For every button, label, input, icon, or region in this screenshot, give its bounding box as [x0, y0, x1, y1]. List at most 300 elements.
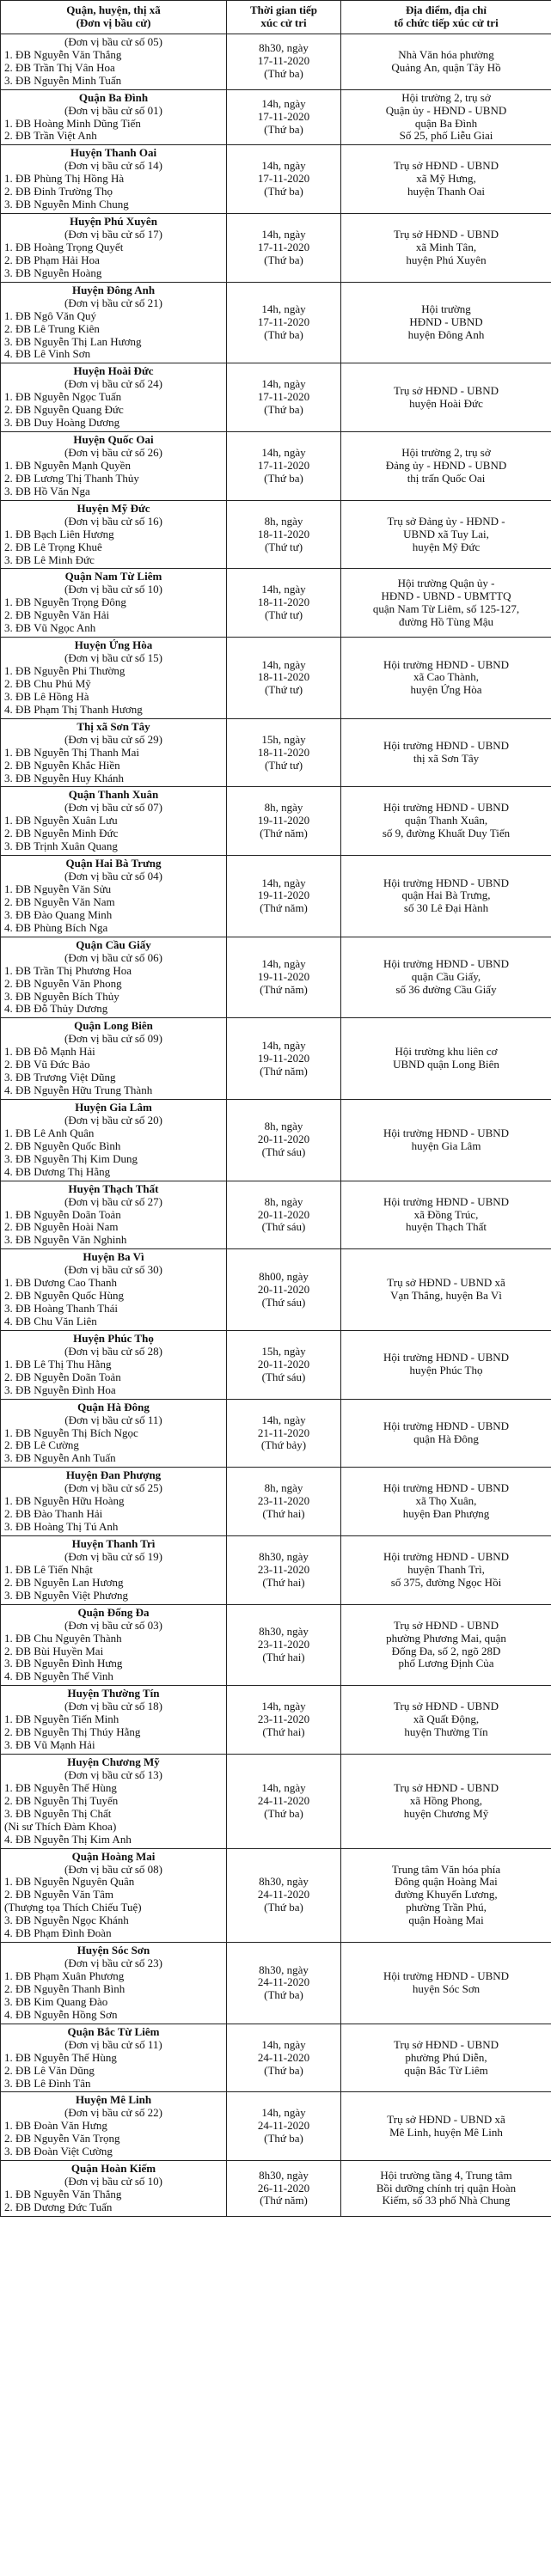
- meeting-time-line: 18-11-2020: [257, 745, 310, 759]
- meeting-time-line: 17-11-2020: [257, 110, 310, 124]
- delegate-name: 3. ĐB Nguyễn Bích Thủy: [4, 990, 119, 1003]
- header-place-line2: tổ chức tiếp xúc cử tri: [394, 15, 499, 29]
- district-name: Thị xã Sơn Tây: [77, 719, 150, 733]
- delegate-name: 3. ĐB Đoàn Việt Cường: [4, 2146, 113, 2158]
- district-name: Huyện Đông Anh: [71, 283, 156, 296]
- meeting-time-line: 8h30, ngày: [259, 1625, 309, 1639]
- electoral-unit: (Đơn vị bầu cử số 25): [64, 1481, 162, 1495]
- electoral-unit: (Đơn vị bầu cử số 07): [64, 801, 162, 815]
- electoral-unit: (Đơn vị bầu cử số 05): [64, 34, 162, 48]
- delegate-name: 3. ĐB Kim Quang Đào: [4, 1995, 108, 2008]
- electoral-unit: (Đơn vị bầu cử số 01): [64, 103, 162, 117]
- delegate-name: 2. ĐB Dương Đức Tuấn: [4, 2201, 113, 2213]
- meeting-time-cell: [227, 34, 341, 89]
- meeting-time-line: 17-11-2020: [257, 458, 310, 472]
- meeting-time-line: (Thứ tư): [264, 540, 303, 553]
- meeting-time-line: 17-11-2020: [257, 390, 310, 404]
- delegate-name: 1. ĐB Phùng Thị Hồng Hà: [4, 173, 125, 186]
- meeting-place-line: Trung tâm Văn hóa phía: [391, 1862, 501, 1876]
- meeting-time-cell: [227, 1249, 341, 1331]
- table-row: [1, 1755, 551, 1849]
- delegate-name: 4. ĐB Nguyễn Thế Vinh: [4, 1670, 113, 1683]
- delegate-name: 2. ĐB Nguyễn Văn Phong: [4, 977, 122, 990]
- table-row: [1, 638, 551, 719]
- electoral-unit: (Đơn vị bầu cử số 18): [64, 1700, 162, 1713]
- meeting-time-line: 8h00, ngày: [259, 1269, 309, 1283]
- meeting-time-line: 23-11-2020: [257, 1638, 310, 1651]
- district-name: Huyện Thường Tín: [67, 1687, 160, 1700]
- district-cell: [1, 1399, 227, 1468]
- delegate-name: 3. ĐB Hoàng Thị Tú Anh: [4, 1521, 119, 1534]
- meeting-time-cell: [227, 1330, 341, 1399]
- delegate-name: 4. ĐB Phạm Thị Thanh Hương: [4, 703, 143, 716]
- meeting-place-cell: [341, 145, 551, 214]
- district-name: Huyện Quốc Oai: [73, 433, 154, 447]
- meeting-place-line: Vạn Thắng, huyện Ba Vì: [390, 1289, 502, 1303]
- meeting-time-cell: [227, 1018, 341, 1100]
- delegate-name: 1. ĐB Lê Tiến Nhật: [4, 1563, 93, 1576]
- electoral-unit: (Đơn vị bầu cử số 08): [64, 1862, 162, 1876]
- district-cell: [1, 718, 227, 787]
- meeting-place-cell: [341, 937, 551, 1018]
- meeting-place-cell: [341, 89, 551, 145]
- district-name: Quận Hoàng Mai: [71, 1849, 156, 1863]
- electoral-unit: (Đơn vị bầu cử số 04): [64, 870, 162, 883]
- meeting-time-line: (Thứ hai): [262, 1507, 305, 1521]
- district-cell: [1, 1604, 227, 1686]
- delegate-name: 2. ĐB Lê Trung Kiên: [4, 322, 100, 335]
- delegate-name: 3. ĐB Nguyễn Hoàng: [4, 266, 102, 279]
- district-cell: [1, 1018, 227, 1100]
- district-cell: [1, 2092, 227, 2161]
- delegate-name: 1. ĐB Lê Thị Thu Hằng: [4, 1358, 112, 1370]
- delegate-name: 4. ĐB Nguyễn Hồng Sơn: [4, 2008, 118, 2021]
- table-row: [1, 89, 551, 145]
- meeting-time-line: (Thứ ba): [264, 328, 303, 342]
- meeting-place-cell: [341, 363, 551, 432]
- district-cell: [1, 34, 227, 89]
- meeting-place-line: huyện Đông Anh: [407, 328, 485, 342]
- meeting-place-line: Hội trường Quận ủy -: [397, 576, 495, 589]
- delegate-name: 1. ĐB Nguyễn Trọng Đông: [4, 596, 126, 609]
- district-name: Huyện Ba Vì: [83, 1250, 144, 1264]
- table-row: [1, 1018, 551, 1100]
- meeting-time-cell: [227, 1686, 341, 1755]
- meeting-time-line: 8h30, ngày: [259, 2168, 309, 2182]
- meeting-time-cell: [227, 214, 341, 283]
- delegate-name: 1. ĐB Bạch Liên Hương: [4, 528, 114, 540]
- delegate-name: 1. ĐB Lê Anh Quân: [4, 1126, 95, 1139]
- meeting-place-line: Đảng ủy - HĐND - UBND: [385, 458, 507, 472]
- table-row: [1, 1943, 551, 2024]
- table-row: [1, 718, 551, 787]
- delegate-name: 2. ĐB Nguyễn Minh Đức: [4, 827, 119, 840]
- meeting-place-line: huyện Phú Xuyên: [406, 253, 487, 266]
- district-cell: [1, 1536, 227, 1605]
- delegate-name: 1. ĐB Hoàng Minh Dũng Tiến: [4, 117, 141, 130]
- meeting-place-cell: [341, 2024, 551, 2092]
- meeting-time-cell: [227, 2161, 341, 2217]
- district-cell: [1, 145, 227, 214]
- district-cell: [1, 89, 227, 145]
- delegate-name: 2. ĐB Lê Trọng Khuê: [4, 540, 102, 553]
- meeting-time-cell: [227, 638, 341, 719]
- meeting-place-line: Mê Linh, huyện Mê Linh: [389, 2125, 503, 2139]
- electoral-unit: (Đơn vị bầu cử số 28): [64, 1344, 162, 1358]
- meeting-place-line: huyện Thanh Trì,: [407, 1562, 485, 1576]
- meeting-time-line: 23-11-2020: [257, 1712, 310, 1726]
- delegate-name: (Ni sư Thích Đàm Khoa): [4, 1820, 117, 1833]
- delegate-name: 1. ĐB Nguyễn Tiến Minh: [4, 1713, 119, 1726]
- delegate-name: 3. ĐB Nguyễn Anh Tuấn: [4, 1452, 116, 1465]
- delegate-name: 2. ĐB Đào Thanh Hải: [4, 1508, 103, 1521]
- delegate-name: 3. ĐB Nguyễn Thị Chất: [4, 1807, 112, 1820]
- delegate-name: 1. ĐB Nguyễn Phi Thường: [4, 665, 126, 677]
- meeting-time-cell: [227, 363, 341, 432]
- meeting-time-line: (Thứ năm): [260, 2194, 308, 2207]
- table-row: [1, 2161, 551, 2217]
- meeting-time-cell: [227, 282, 341, 363]
- district-cell: [1, 363, 227, 432]
- delegate-name: 2. ĐB Vũ Đức Bảo: [4, 1059, 90, 1071]
- district-cell: [1, 282, 227, 363]
- meeting-place-line: Hội trường HĐND - UBND: [383, 1549, 510, 1563]
- table-row: [1, 432, 551, 501]
- meeting-time-line: (Thứ năm): [260, 983, 308, 997]
- delegate-name: 4. ĐB Nguyễn Thị Kim Anh: [4, 1833, 132, 1846]
- delegate-name: 1. ĐB Nguyễn Thế Hùng: [4, 1781, 117, 1794]
- delegate-name: 1. ĐB Nguyễn Thị Bích Ngọc: [4, 1426, 138, 1439]
- meeting-time-line: (Thứ sáu): [261, 1295, 306, 1309]
- district-cell: [1, 1848, 227, 1943]
- electoral-unit: (Đơn vị bầu cử số 19): [64, 1549, 162, 1563]
- delegate-name: 2. ĐB Nguyễn Khắc Hiền: [4, 759, 120, 772]
- meeting-time-line: 8h, ngày: [264, 1120, 303, 1133]
- delegate-name: 3. ĐB Nguyễn Ngọc Khánh: [4, 1914, 129, 1927]
- meeting-place-line: quận Hai Bà Trưng,: [401, 888, 491, 902]
- meeting-place-line: Hội trường HĐND - UBND: [383, 1194, 510, 1208]
- table-row: [1, 214, 551, 283]
- meeting-place-line: xã Quất Động,: [413, 1712, 480, 1726]
- meeting-place-cell: [341, 2161, 551, 2217]
- meeting-place-cell: [341, 1686, 551, 1755]
- meeting-place-line: Hội trường 2, trụ sở: [401, 446, 491, 459]
- meeting-time-line: 18-11-2020: [257, 670, 310, 684]
- district-name: Huyện Gia Lâm: [75, 1101, 152, 1114]
- meeting-time-cell: [227, 787, 341, 856]
- meeting-place-cell: [341, 214, 551, 283]
- district-name: Quận Hà Đông: [77, 1400, 150, 1413]
- meeting-place-cell: [341, 1181, 551, 1249]
- meeting-place-line: quận Nam Từ Liêm, số 125-127,: [372, 601, 520, 615]
- meeting-time-line: 8h30, ngày: [259, 1549, 309, 1563]
- meeting-time-line: (Thứ tư): [264, 608, 303, 622]
- delegate-name: 4. ĐB Chu Văn Liên: [4, 1315, 97, 1328]
- meeting-place-line: huyện Gia Lâm: [411, 1138, 481, 1152]
- meeting-time-cell: [227, 1755, 341, 1849]
- meeting-place-line: huyện Ứng Hòa: [410, 683, 482, 697]
- electoral-unit: (Đơn vị bầu cử số 21): [64, 296, 162, 309]
- delegate-name: 1. ĐB Nguyễn Hữu Hoàng: [4, 1495, 125, 1508]
- meeting-time-line: (Thứ ba): [264, 2063, 303, 2077]
- meeting-time-line: 8h30, ngày: [259, 1963, 309, 1976]
- meeting-place-line: Hội trường HĐND - UBND: [383, 1969, 510, 1982]
- meeting-place-line: Trụ sở HĐND - UBND: [394, 159, 499, 173]
- meeting-place-line: phố Lương Định Của: [398, 1657, 494, 1670]
- header-district-title: Quận, huyện, thị xã: [66, 3, 161, 16]
- meeting-time-cell: [227, 1848, 341, 1943]
- header-time-line1: Thời gian tiếp: [250, 3, 317, 16]
- district-name: Quận Hai Bà Trưng: [65, 857, 162, 870]
- district-name: Quận Nam Từ Liêm: [64, 570, 162, 583]
- delegate-name: 1. ĐB Ngô Văn Quý: [4, 309, 97, 322]
- delegate-name: 1. ĐB Nguyễn Văn Thắng: [4, 2188, 122, 2201]
- table-row: [1, 500, 551, 569]
- delegate-name: 3. ĐB Vũ Ngọc Anh: [4, 622, 96, 635]
- meeting-place-line: quận Hà Đông: [413, 1431, 479, 1445]
- meeting-place-cell: [341, 1249, 551, 1331]
- district-cell: [1, 1468, 227, 1536]
- meeting-place-line: huyện Hoài Đức: [409, 396, 483, 410]
- meeting-place-cell: [341, 1018, 551, 1100]
- header-district: [1, 1, 227, 34]
- electoral-unit: (Đơn vị bầu cử số 24): [64, 377, 162, 391]
- meeting-place-cell: [341, 34, 551, 89]
- meeting-time-cell: [227, 145, 341, 214]
- delegate-name: 1. ĐB Nguyễn Thị Thanh Mai: [4, 746, 139, 759]
- meeting-time-cell: [227, 718, 341, 787]
- delegate-name: 3. ĐB Nguyễn Việt Phương: [4, 1589, 128, 1602]
- meeting-time-line: 8h, ngày: [264, 514, 303, 528]
- meeting-place-line: Hội trường HĐND - UBND: [383, 1351, 510, 1364]
- delegate-name: 1. ĐB Nguyễn Mạnh Quyền: [4, 459, 131, 472]
- delegate-name: 1. ĐB Nguyễn Văn Sửu: [4, 883, 112, 895]
- electoral-unit: (Đơn vị bầu cử số 09): [64, 1032, 162, 1046]
- meeting-place-line: quận Ba Đình: [414, 116, 478, 130]
- meeting-time-cell: [227, 89, 341, 145]
- meeting-time-line: 20-11-2020: [257, 1207, 310, 1221]
- meeting-time-cell: [227, 1181, 341, 1249]
- meeting-time-cell: [227, 432, 341, 501]
- meeting-time-cell: [227, 1604, 341, 1686]
- table-row: [1, 363, 551, 432]
- meeting-time-line: (Thứ tư): [264, 758, 303, 772]
- electoral-unit: (Đơn vị bầu cử số 22): [64, 2106, 162, 2120]
- meeting-place-line: Trụ sở HĐND - UBND: [394, 1618, 499, 1632]
- meeting-place-line: Trụ sở HĐND - UBND: [394, 383, 499, 397]
- meeting-time-line: (Thứ hai): [262, 1650, 305, 1663]
- delegate-name: 3. ĐB Nguyễn Thị Kim Dung: [4, 1152, 138, 1165]
- district-name: Huyện Hoài Đức: [73, 364, 154, 378]
- delegate-name: 1. ĐB Chu Nguyên Thành: [4, 1632, 122, 1645]
- meeting-place-cell: [341, 718, 551, 787]
- district-name: Quận Thanh Xuân: [68, 788, 159, 802]
- meeting-place-line: huyện Phúc Thọ: [409, 1364, 483, 1377]
- district-cell: [1, 1686, 227, 1755]
- electoral-unit: (Đơn vị bầu cử số 30): [64, 1263, 162, 1277]
- electoral-unit: (Đơn vị bầu cử số 11): [64, 2037, 162, 2051]
- meeting-place-line: số 9, đường Khuất Duy Tiến: [382, 827, 511, 840]
- delegate-name: 2. ĐB Đinh Trường Thọ: [4, 186, 113, 198]
- delegate-name: 2. ĐB Lê Văn Dũng: [4, 2064, 95, 2077]
- meeting-time-line: (Thứ ba): [264, 122, 303, 136]
- meeting-time-line: 14h, ngày: [261, 159, 306, 173]
- meeting-time-line: 14h, ngày: [261, 1413, 306, 1426]
- meeting-place-cell: [341, 1755, 551, 1849]
- header-time: [227, 1, 341, 34]
- electoral-unit: (Đơn vị bầu cử số 10): [64, 583, 162, 596]
- meeting-place-line: Trụ sở HĐND - UBND: [394, 228, 499, 241]
- meeting-time-line: (Thứ tư): [264, 683, 303, 697]
- meeting-place-line: phường Trần Phú,: [406, 1901, 487, 1914]
- district-cell: [1, 569, 227, 638]
- delegate-name: 3. ĐB Lê Đình Tân: [4, 2077, 91, 2090]
- electoral-unit: (Đơn vị bầu cử số 29): [64, 732, 162, 746]
- meeting-place-line: số 30 Lê Đại Hành: [403, 901, 489, 915]
- meeting-time-line: (Thứ ba): [264, 2132, 303, 2146]
- delegate-name: 3. ĐB Đào Quang Minh: [4, 908, 113, 921]
- header-place: [341, 1, 551, 34]
- meeting-time-line: (Thứ sáu): [261, 1145, 306, 1159]
- meeting-place-line: Hội trường HĐND - UBND: [383, 1419, 510, 1433]
- table-row: [1, 1686, 551, 1755]
- meeting-time-line: 17-11-2020: [257, 54, 310, 68]
- meeting-place-line: thị trấn Quốc Oai: [407, 471, 486, 485]
- delegate-name: 2. ĐB Nguyễn Quốc Bình: [4, 1139, 121, 1152]
- meeting-place-line: Hội trường HĐND - UBND: [383, 657, 510, 671]
- delegate-name: 1. ĐB Phạm Xuân Phương: [4, 1970, 125, 1982]
- meeting-time-line: (Thứ ba): [264, 253, 303, 266]
- meeting-place-line: Đông quận Hoàng Mai: [395, 1875, 498, 1889]
- meeting-time-line: (Thứ ba): [264, 1806, 303, 1820]
- meeting-time-line: 17-11-2020: [257, 240, 310, 253]
- meeting-time-line: 15h, ngày: [261, 1344, 306, 1358]
- meeting-time-cell: [227, 2092, 341, 2161]
- meeting-time-line: 14h, ngày: [261, 302, 306, 316]
- electoral-unit: (Đơn vị bầu cử số 15): [64, 651, 162, 665]
- meeting-place-line: Quảng An, quận Tây Hồ: [391, 60, 501, 74]
- delegate-name: 2. ĐB Trần Thị Vân Hoa: [4, 61, 115, 74]
- meeting-place-cell: [341, 1943, 551, 2024]
- delegate-name: 2. ĐB Nguyễn Doãn Toản: [4, 1370, 121, 1383]
- meeting-place-line: huyện Đan Phượng: [402, 1507, 490, 1521]
- delegate-name: 3. ĐB Lê Hồng Hà: [4, 690, 89, 703]
- table-row: [1, 1536, 551, 1605]
- meeting-time-line: (Thứ bảy): [260, 1438, 307, 1452]
- delegate-name: 1. ĐB Đoàn Văn Hưng: [4, 2120, 107, 2133]
- meeting-time-line: (Thứ năm): [260, 827, 308, 840]
- meeting-time-line: 14h, ngày: [261, 446, 306, 459]
- district-name: Huyện Mê Linh: [75, 2093, 152, 2107]
- delegate-name: 1. ĐB Nguyễn Thế Hùng: [4, 2051, 117, 2064]
- table-row: [1, 34, 551, 89]
- meeting-place-line: quận Hoàng Mai: [408, 1914, 484, 1927]
- meeting-place-line: HĐND - UBND: [409, 315, 483, 329]
- district-cell: [1, 214, 227, 283]
- meeting-place-line: Hội trường HĐND - UBND: [383, 957, 510, 971]
- district-cell: [1, 500, 227, 569]
- meeting-place-line: đường Hồ Tùng Mậu: [398, 614, 494, 628]
- meeting-time-line: 19-11-2020: [257, 970, 310, 984]
- meeting-place-cell: [341, 282, 551, 363]
- district-name: Huyện Mỹ Đức: [77, 501, 150, 515]
- meeting-time-line: (Thứ năm): [260, 1064, 308, 1077]
- meeting-place-line: huyện Mỹ Đức: [412, 540, 481, 553]
- table-row: [1, 1468, 551, 1536]
- delegate-name: 1. ĐB Nguyễn Xuân Lưu: [4, 815, 118, 827]
- meeting-place-line: đường Khuyến Lương,: [395, 1888, 498, 1901]
- delegate-name: 2. ĐB Trần Việt Anh: [4, 130, 97, 143]
- table-row: [1, 282, 551, 363]
- meeting-place-line: phường Phương Mai, quận: [386, 1631, 506, 1645]
- delegate-name: 3. ĐB Nguyễn Minh Chung: [4, 198, 129, 211]
- meeting-place-line: Bồi dưỡng chính trị quận Hoàn: [376, 2181, 517, 2194]
- delegate-name: 1. ĐB Nguyễn Nguyên Quân: [4, 1876, 135, 1889]
- delegate-name: 3. ĐB Lê Minh Đức: [4, 553, 95, 566]
- meeting-time-line: 23-11-2020: [257, 1494, 310, 1508]
- meeting-time-line: 14h, ngày: [261, 1780, 306, 1794]
- meeting-place-line: xã Thọ Xuân,: [415, 1494, 477, 1508]
- delegate-name: 2. ĐB Nguyễn Hoài Nam: [4, 1221, 119, 1234]
- district-name: Huyện Thạch Thất: [68, 1181, 159, 1195]
- meeting-time-line: 20-11-2020: [257, 1132, 310, 1146]
- meeting-time-line: (Thứ ba): [264, 471, 303, 485]
- meeting-place-line: Hội trường khu liên cơ: [395, 1045, 498, 1059]
- meeting-time-line: 19-11-2020: [257, 814, 310, 827]
- meeting-place-line: Đống Đa, số 2, ngõ 28D: [391, 1644, 501, 1657]
- district-name: Huyện Chương Mỹ: [67, 1755, 160, 1768]
- electoral-unit: (Đơn vị bầu cử số 11): [64, 1413, 162, 1426]
- delegate-name: 3. ĐB Trương Việt Dũng: [4, 1071, 116, 1084]
- header-time-line2: xúc cử tri: [260, 15, 307, 29]
- delegate-name: 2. ĐB Chu Phú Mỹ: [4, 677, 91, 690]
- delegate-name: 4. ĐB Dương Thị Hằng: [4, 1165, 111, 1178]
- meeting-place-cell: [341, 856, 551, 937]
- table-row: [1, 1330, 551, 1399]
- delegate-name: 3. ĐB Hoàng Thanh Thái: [4, 1303, 119, 1315]
- delegate-name: 3. ĐB Trịnh Xuân Quang: [4, 840, 118, 853]
- meeting-time-line: (Thứ ba): [264, 67, 303, 81]
- electoral-unit: (Đơn vị bầu cử số 10): [64, 2175, 162, 2188]
- delegate-name: 2. ĐB Nguyễn Quang Đức: [4, 404, 124, 417]
- meeting-place-line: Hội trường HĐND - UBND: [383, 801, 510, 815]
- delegate-name: 4. ĐB Nguyễn Hữu Trung Thành: [4, 1084, 153, 1097]
- delegate-name: 3. ĐB Nguyễn Thị Lan Hương: [4, 335, 142, 348]
- meeting-time-cell: [227, 569, 341, 638]
- meeting-place-line: số 375, đường Ngọc Hồi: [390, 1575, 502, 1589]
- district-name: Quận Cầu Giấy: [76, 937, 151, 951]
- meeting-time-cell: [227, 1468, 341, 1536]
- meeting-place-cell: [341, 2092, 551, 2161]
- meeting-time-line: 15h, ngày: [261, 732, 306, 746]
- delegate-name: 2. ĐB Nguyễn Thị Tuyến: [4, 1794, 119, 1807]
- meeting-place-line: huyện Thạch Thất: [405, 1220, 487, 1234]
- district-name: Huyện Đan Phượng: [65, 1468, 162, 1482]
- meeting-time-line: 14h, ngày: [261, 957, 306, 971]
- district-cell: [1, 2161, 227, 2217]
- district-cell: [1, 1100, 227, 1181]
- delegate-name: 4. ĐB Phùng Bích Nga: [4, 921, 108, 934]
- district-cell: [1, 432, 227, 501]
- meeting-time-cell: [227, 500, 341, 569]
- table-row: [1, 937, 551, 1018]
- meeting-time-line: (Thứ sáu): [261, 1370, 306, 1383]
- meeting-place-cell: [341, 638, 551, 719]
- table-row: [1, 2092, 551, 2161]
- meeting-time-line: (Thứ ba): [264, 403, 303, 417]
- meeting-time-line: (Thứ hai): [262, 1725, 305, 1739]
- meeting-time-line: 24-11-2020: [257, 2050, 310, 2064]
